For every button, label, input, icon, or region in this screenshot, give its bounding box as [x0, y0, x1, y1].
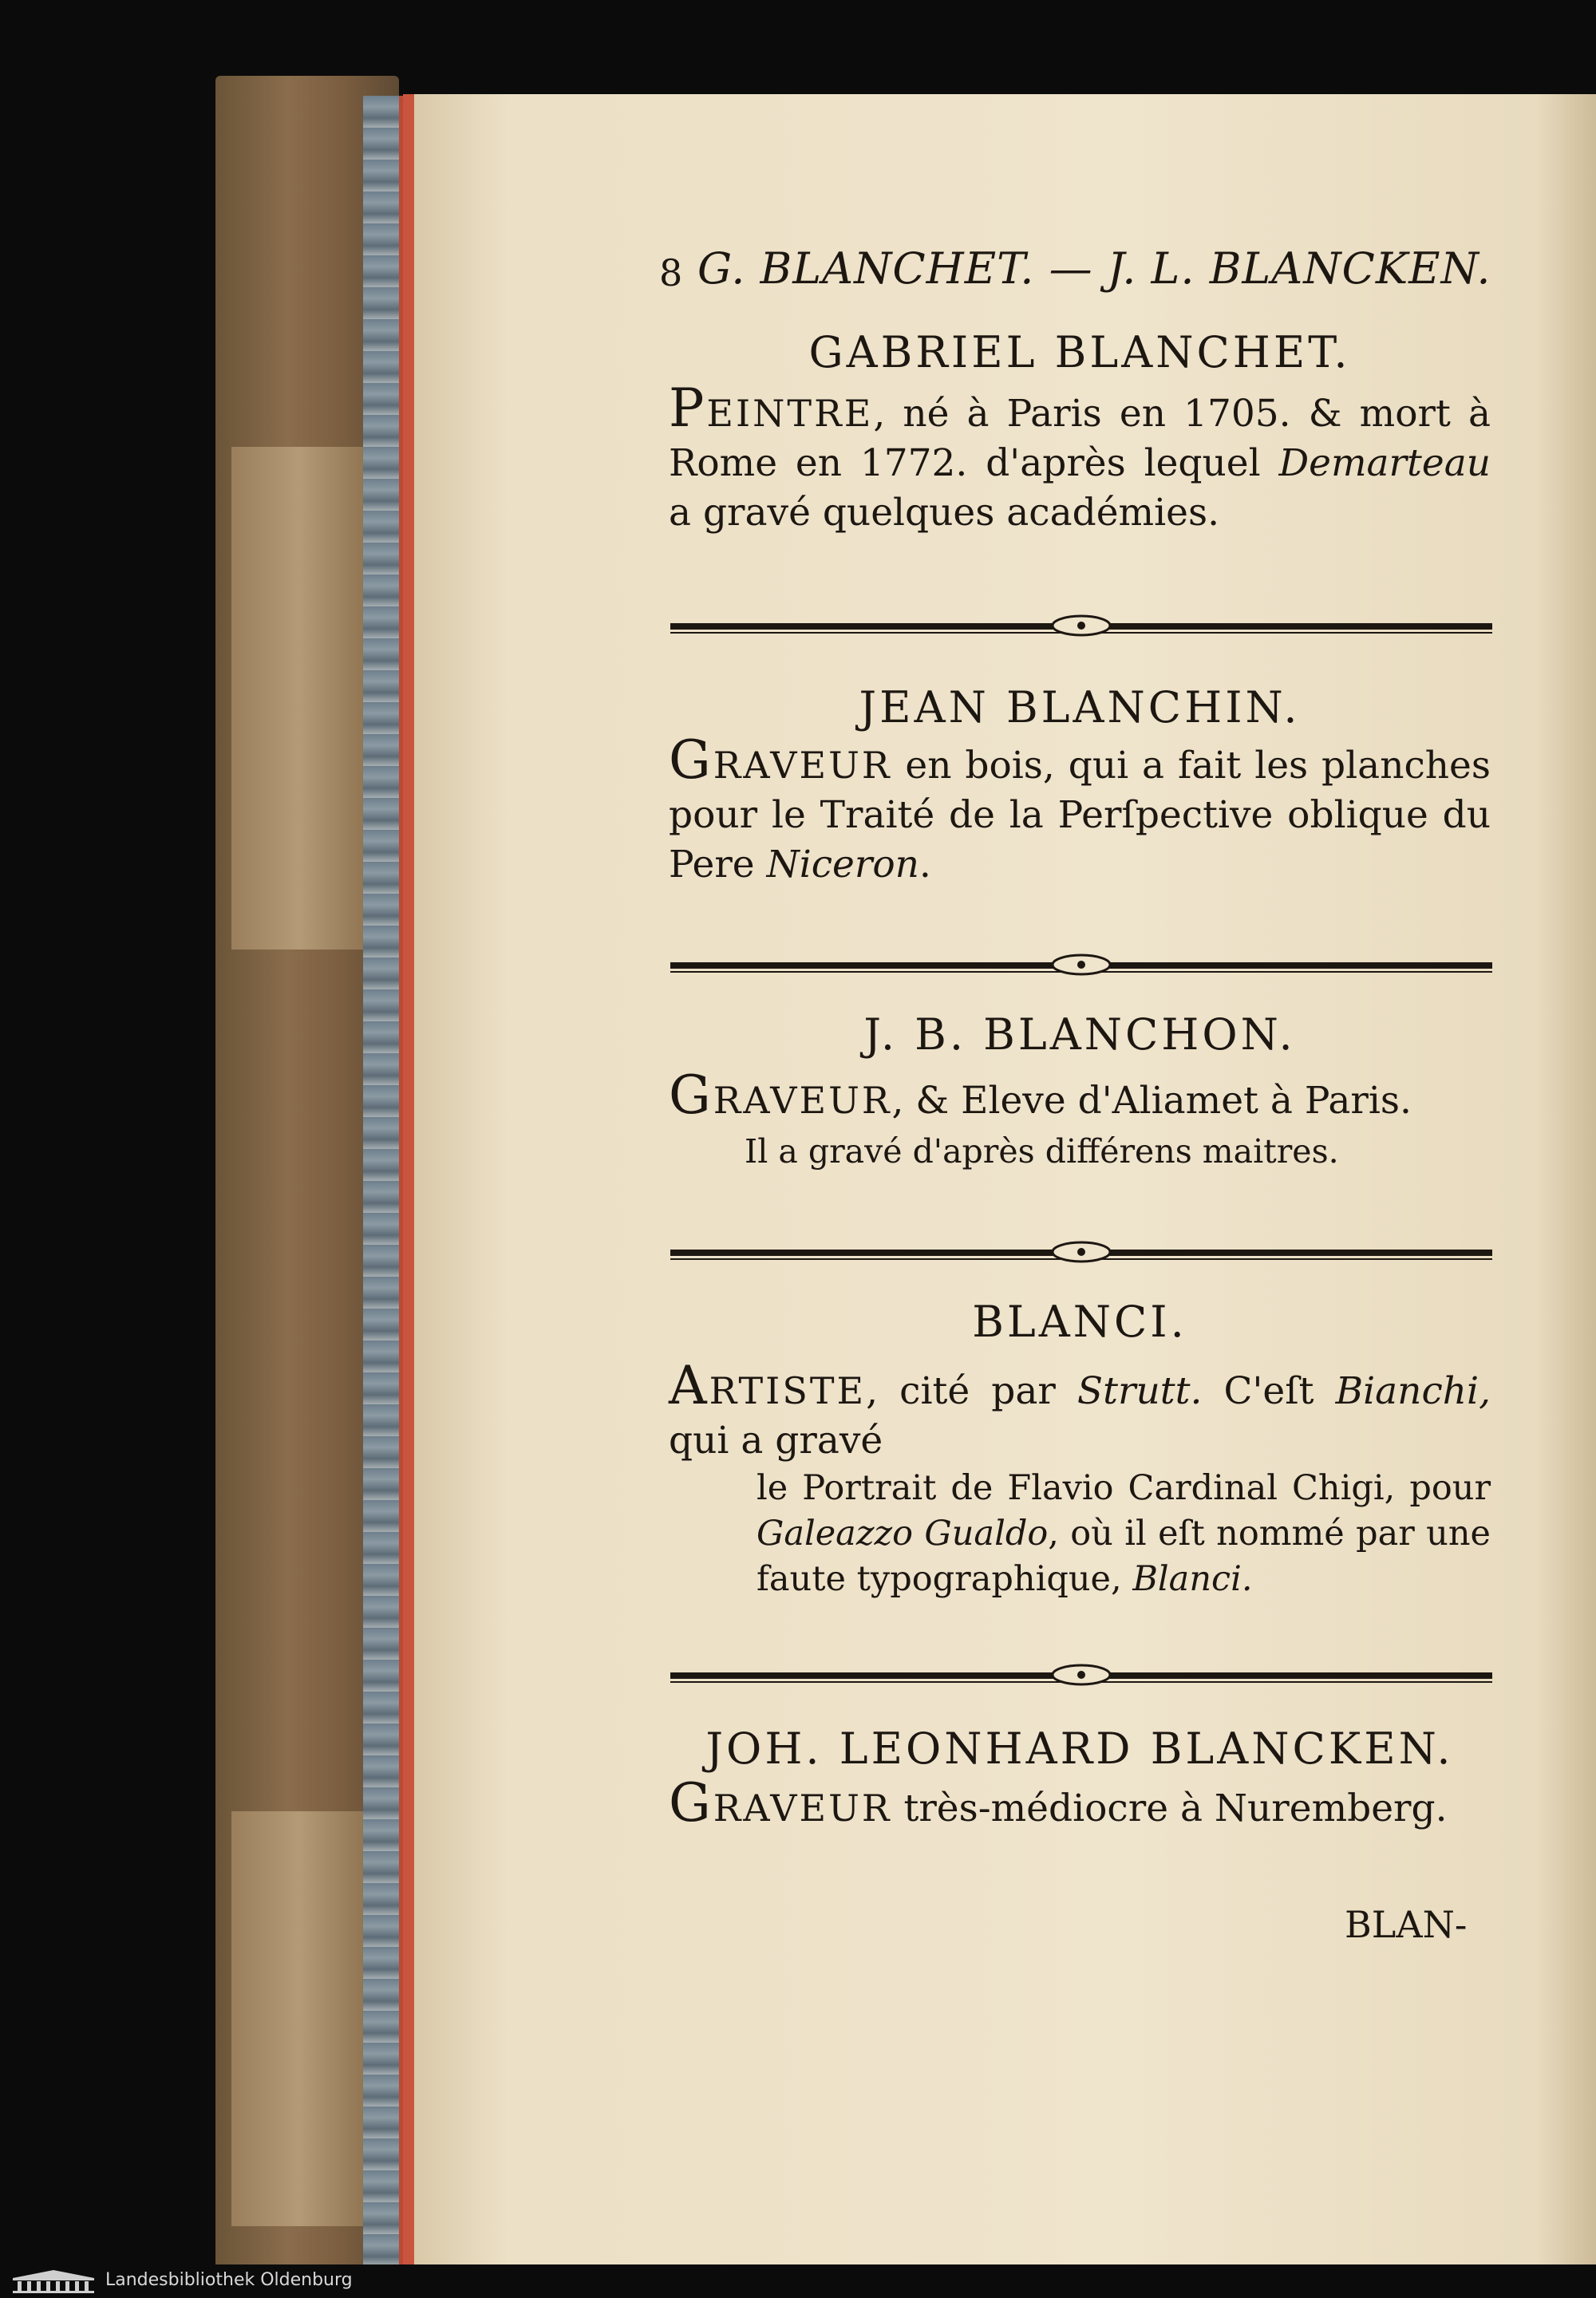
spine-leather-patch	[231, 447, 367, 950]
entry-text: Graveur très-médiocre à Nuremberg.	[669, 1772, 1448, 1834]
ornamental-rule	[670, 1664, 1492, 1688]
library-building-icon	[10, 2268, 97, 2294]
entry-jb-blanchon	[669, 1009, 1491, 1174]
library-name: Landesbibliothek Oldenburg	[105, 2270, 353, 2290]
ornamental-rule	[670, 1241, 1492, 1265]
entry-lead-word: Graveur	[669, 729, 892, 791]
entry-joh-leonhard-blancken	[669, 1724, 1491, 1834]
ornamental-rule	[670, 954, 1492, 977]
entry-lead-word: Graveur	[669, 1772, 892, 1834]
entry-lead-word: Artiste	[669, 1355, 867, 1416]
entry-lead-word: Graveur	[669, 1064, 892, 1126]
entry-name: JOH. LEONHARD BLANCKEN.	[705, 1724, 1454, 1774]
entry-text: Graveur, & Eleve d'Aliamet à Paris.	[669, 1064, 1412, 1126]
entry-name: J. B. BLANCHON.	[863, 1009, 1296, 1060]
entry-note: le Portrait de Flavio Cardinal Chigi, pour Galeazzo Gualdo, où il eſt nommé par une faute typographique, Blanci.	[757, 1468, 1491, 1599]
running-head-title: G. BLANCHET. — J. L. BLANCKEN.	[697, 243, 1491, 294]
page-number: 8	[659, 251, 684, 294]
entry-name: GABRIEL BLANCHET.	[808, 327, 1351, 377]
entry-text: Graveur en bois, qui a fait les planches pour le Traité de la Perſpective oblique du Pere Niceron.	[669, 729, 1491, 886]
entry-text: Artiste, cité par Strutt. C'eſt Bianchi, qui a gravé	[669, 1355, 1491, 1463]
catchword: BLAN-	[1345, 1903, 1468, 1946]
ornamental-rule	[670, 614, 1492, 638]
entry-name: BLANCI.	[972, 1297, 1187, 1347]
entry-note: Il a gravé d'après différens maitres.	[745, 1132, 1339, 1171]
spine-leather-patch	[231, 1811, 367, 2226]
entry-gabriel-blanchet	[669, 327, 1491, 538]
entry-name: JEAN BLANCHIN.	[859, 682, 1301, 732]
entry-blanci	[669, 1297, 1491, 1602]
marbled-endpaper	[363, 96, 399, 2282]
entry-text: Peintre, né à Paris en 1705. & mort à Rome en 1772. d'après lequel Demarteau a gravé quelques académies.	[669, 377, 1491, 535]
running-head	[659, 243, 1497, 307]
entry-lead-word: Peintre	[669, 377, 874, 439]
entry-jean-blanchin	[669, 682, 1491, 890]
